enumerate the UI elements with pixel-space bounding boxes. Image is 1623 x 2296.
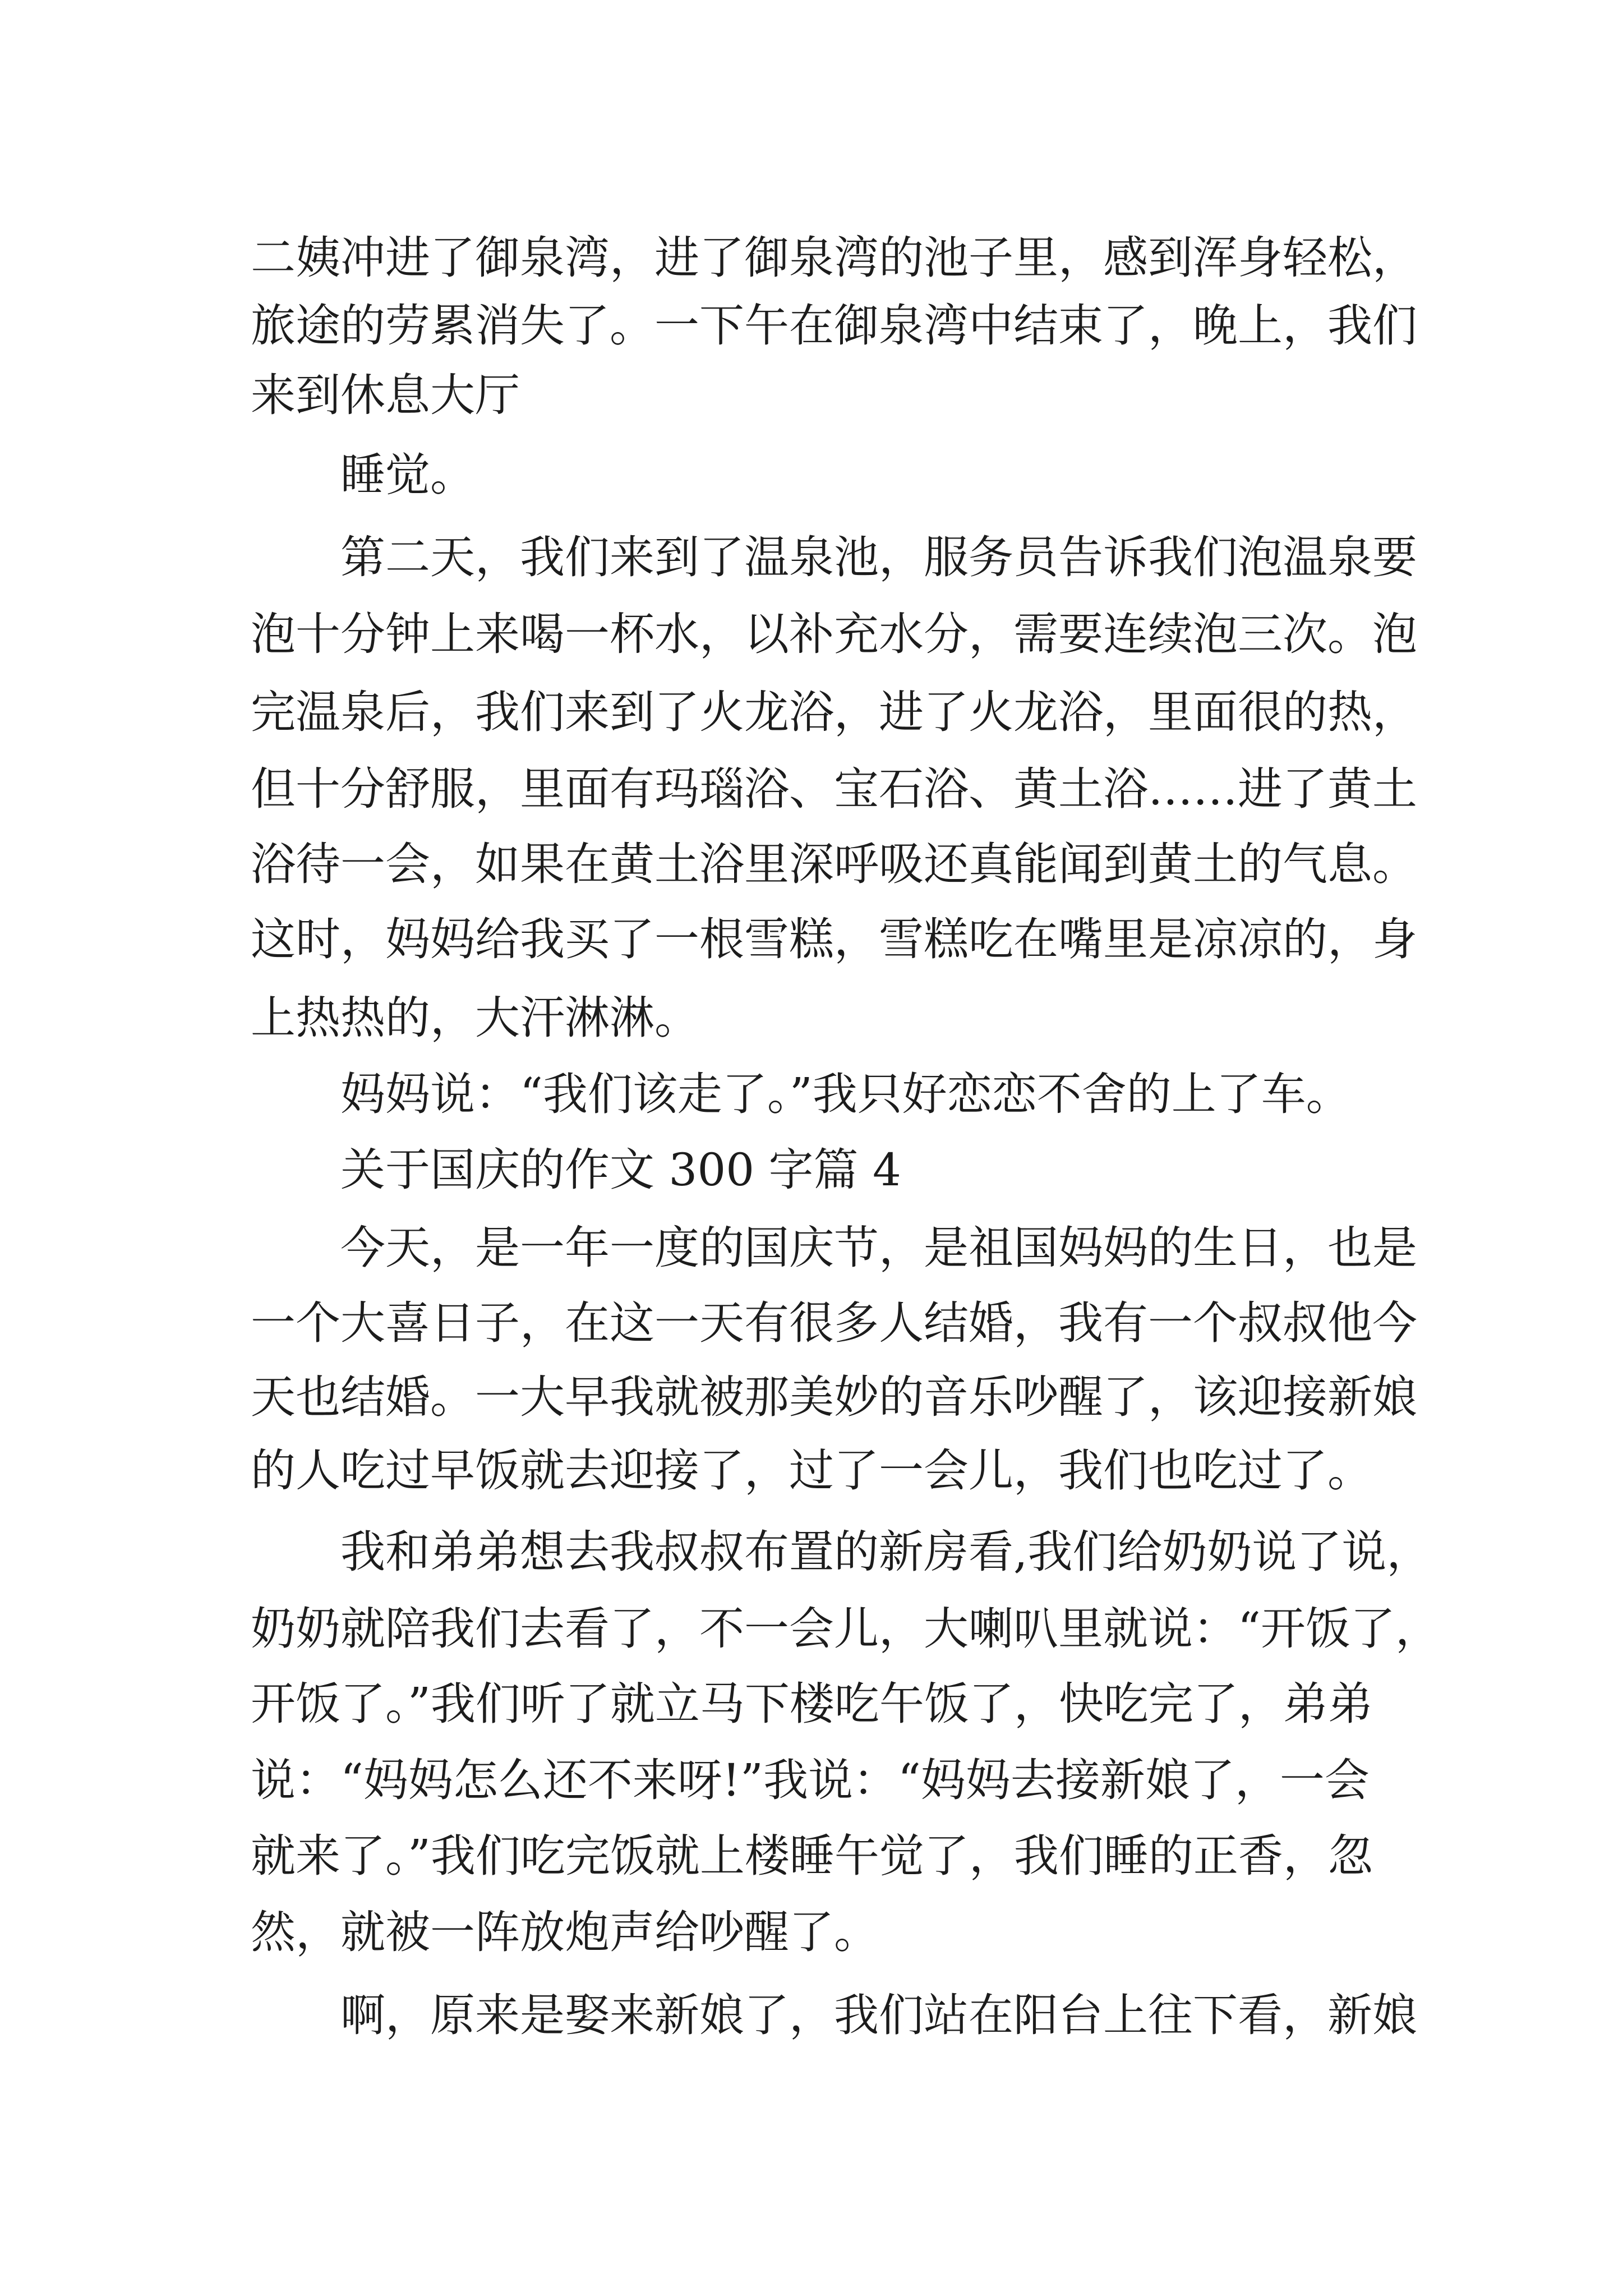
section-heading: 关于国庆的作文 300 字篇 4 (340, 1144, 901, 1196)
text-line: 这时，妈妈给我买了一根雪糕，雪糕吃在嘴里是凉凉的，身 (251, 913, 1417, 965)
text-line: 完温泉后，我们来到了火龙浴，进了火龙浴，里面很的热， (251, 686, 1417, 738)
text-line: 我和弟弟想去我叔叔布置的新房看,我们给奶奶说了说， (340, 1526, 1432, 1578)
text-line: 就来了。”我们吃完饭就上楼睡午觉了，我们睡的正香，忽 (251, 1830, 1373, 1882)
text-line: 泡十分钟上来喝一杯水，以补充水分，需要连续泡三次。泡 (251, 608, 1417, 660)
text-line: 来到休息大厅 (251, 369, 520, 421)
text-line: 今天，是一年一度的国庆节，是祖国妈妈的生日，也是 (340, 1222, 1417, 1274)
text-line: 开饭了。”我们听了就立马下楼吃午饭了，快吃完了，弟弟 (251, 1678, 1373, 1730)
text-line: 说：“妈妈怎么还不来呀!”我说：“妈妈去接新娘了，一会 (251, 1754, 1370, 1806)
text-line: 啊，原来是娶来新娘了，我们站在阳台上往下看，新娘 (340, 1989, 1417, 2041)
text-line: 的人吃过早饭就去迎接了，过了一会儿，我们也吃过了。 (251, 1444, 1372, 1497)
text-line: 天也结婚。一大早我就被那美妙的音乐吵醒了，该迎接新娘 (251, 1371, 1417, 1423)
text-line: 浴待一会，如果在黄土浴里深呼吸还真能闻到黄土的气息。 (251, 838, 1417, 890)
text-line: 一个大喜日子，在这一天有很多人结婚，我有一个叔叔他今 (251, 1297, 1417, 1349)
text-line: 睡觉。 (340, 449, 475, 501)
text-line: 上热热的，大汗淋淋。 (251, 992, 699, 1044)
text-line: 妈妈说：“我们该走了。”我只好恋恋不舍的上了车。 (340, 1068, 1351, 1120)
text-line: 第二天，我们来到了温泉池，服务员告诉我们泡温泉要 (340, 531, 1417, 583)
text-line: 但十分舒服，里面有玛瑙浴、宝石浴、黄土浴……进了黄土 (251, 763, 1417, 815)
text-line: 旅途的劳累消失了。一下午在御泉湾中结束了，晚上，我们 (251, 300, 1417, 352)
text-line: 奶奶就陪我们去看了，不一会儿，大喇叭里就说：“开饭了， (251, 1603, 1440, 1655)
text-line: 二姨冲进了御泉湾，进了御泉湾的池子里，感到浑身轻松， (251, 232, 1417, 284)
text-line: 然，就被一阵放炮声给吵醒了。 (251, 1906, 879, 1958)
